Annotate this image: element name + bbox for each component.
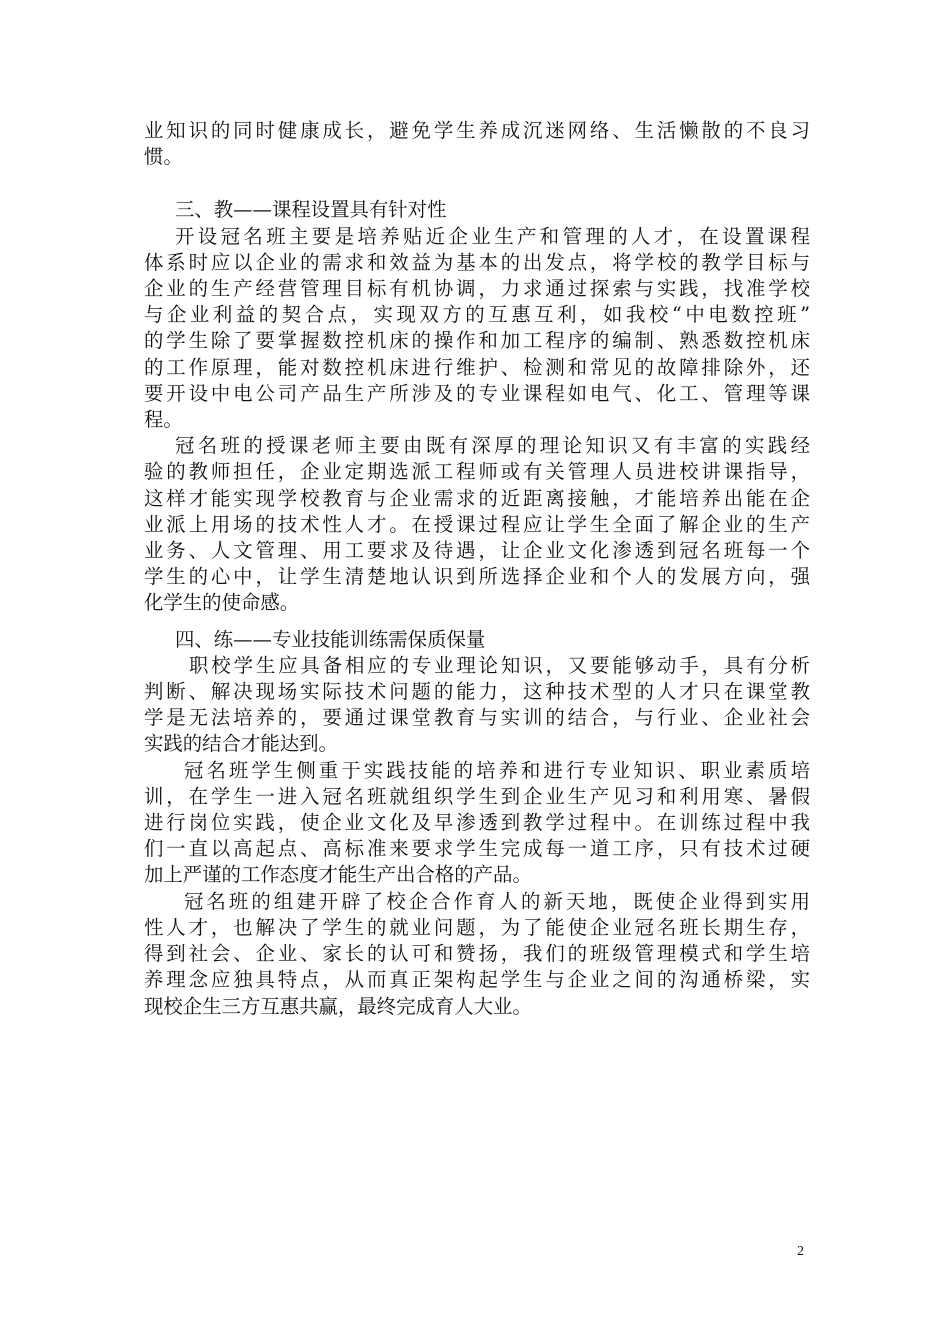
text-line: 业务、人文管理、用工要求及待遇，让企业文化渗透到冠名班每一个 bbox=[144, 539, 810, 563]
text-line: 现校企生三方互惠共赢，最终完成育人大业。 bbox=[144, 994, 532, 1018]
text-line: 性人才，也解决了学生的就业问题，为了能使企业冠名班长期生存， bbox=[144, 915, 810, 939]
text-line: 业派上用场的技术性人才。在授课过程应让学生全面了解企业的生产 bbox=[144, 512, 810, 536]
text-line: 与企业利益的契合点，实现双方的互惠互利，如我校“中电数控班” bbox=[144, 303, 810, 327]
text-line: 进行岗位实践，使企业文化及早渗透到教学过程中。在训练过程中我 bbox=[144, 811, 810, 835]
text-line: 养理念应独具特点，从而真正架构起学生与企业之间的沟通桥梁，实 bbox=[144, 968, 810, 992]
text-line: 的工作原理，能对数控机床进行维护、检测和常见的故障排除外，还 bbox=[144, 355, 810, 379]
text-line: 开设冠名班主要是培养贴近企业生产和管理的人才，在设置课程 bbox=[175, 224, 810, 248]
paragraph-skills bbox=[144, 653, 810, 758]
section-heading-3: 三、教——课程设置具有针对性 bbox=[175, 198, 447, 222]
text-line: 冠名班的授课老师主要由既有深厚的理论知识又有丰富的实践经 bbox=[175, 434, 810, 458]
paragraph-continuation bbox=[144, 118, 810, 170]
text-line: 程。 bbox=[144, 408, 183, 432]
document-body bbox=[144, 118, 810, 1020]
paragraph-practice bbox=[144, 758, 810, 889]
text-line: 要开设中电公司产品生产所涉及的专业课程如电气、化工、管理等课 bbox=[144, 381, 810, 405]
text-line: 化学生的使命感。 bbox=[144, 591, 300, 615]
text-line: 业知识的同时健康成长，避免学生养成沉迷网络、生活懒散的不良习 bbox=[144, 119, 810, 142]
paragraph-course-setting bbox=[144, 224, 810, 434]
text-line: 们一直以高起点、高标准来要求学生完成每一道工序，只有技术过硬 bbox=[144, 837, 810, 861]
text-line: 学是无法培养的，要通过课堂教育与实训的结合，与行业、企业社会 bbox=[144, 706, 810, 730]
text-line: 体系时应以企业的需求和效益为基本的出发点，将学校的教学目标与 bbox=[144, 250, 810, 274]
text-line: 惯。 bbox=[144, 145, 183, 169]
text-line: 冠名班学生侧重于实践技能的培养和进行专业知识、职业素质培 bbox=[184, 758, 810, 782]
text-line: 验的教师担任，企业定期选派工程师或有关管理人员进校讲课指导， bbox=[144, 460, 810, 484]
page-number: 2 bbox=[797, 1244, 804, 1259]
text-line: 学生的心中，让学生清楚地认识到所选择企业和个人的发展方向，强 bbox=[144, 565, 810, 589]
text-line: 判断、解决现场实际技术问题的能力，这种技术型的人才只在课堂教 bbox=[144, 680, 810, 704]
section-heading-4: 四、练——专业技能训练需保质保量 bbox=[175, 627, 486, 651]
text-line: 企业的生产经营管理目标有机协调，力求通过探索与实践，找准学校 bbox=[144, 277, 810, 301]
text-line: 实践的结合才能达到。 bbox=[144, 732, 338, 756]
text-line: 职校学生应具备相应的专业理论知识，又要能够动手，具有分析 bbox=[189, 653, 810, 677]
text-line: 冠名班的组建开辟了校企合作育人的新天地，既使企业得到实用 bbox=[184, 889, 810, 913]
text-line: 训，在学生一进入冠名班就组织学生到企业生产见习和利用寒、暑假 bbox=[144, 784, 810, 808]
text-line: 的学生除了要掌握数控机床的操作和加工程序的编制、熟悉数控机床 bbox=[144, 329, 810, 353]
text-line: 加上严谨的工作态度才能生产出合格的产品。 bbox=[144, 863, 532, 887]
text-line: 这样才能实现学校教育与企业需求的近距离接触，才能培养出能在企 bbox=[144, 486, 810, 510]
paragraph-conclusion bbox=[144, 889, 810, 1020]
text-line: 得到社会、企业、家长的认可和赞扬，我们的班级管理模式和学生培 bbox=[144, 942, 810, 966]
paragraph-teachers bbox=[144, 433, 810, 616]
